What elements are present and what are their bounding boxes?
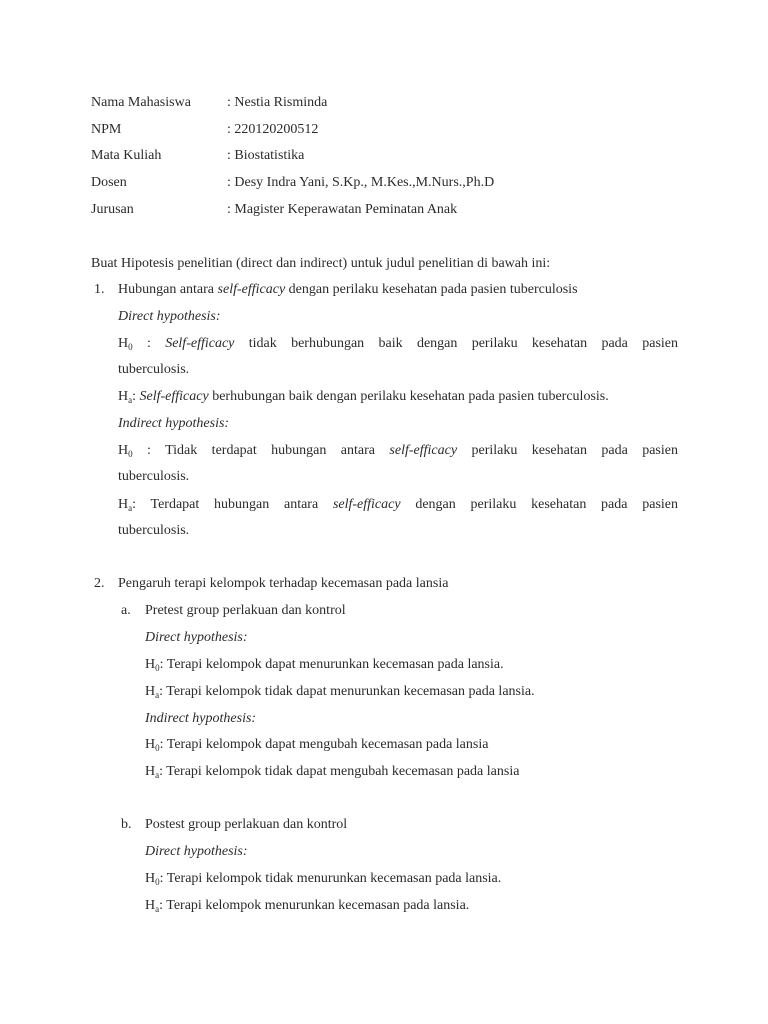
item-2b-direct-label: Direct hypothesis: (145, 844, 248, 859)
item-1-title: Hubungan antara self-efficacy dengan perilaku kesehatan pada pasien tuberculosis (118, 282, 578, 297)
item-2a-indirect-label: Indirect hypothesis: (145, 711, 257, 726)
instruction-text: Buat Hipotesis penelitian (direct dan indirect) untuk judul penelitian di bawah ini: (91, 256, 551, 271)
item-2a-direct-h0: $H_0$: Terapi kelompok dapat menurunkan kecemasan pada lansia. (145, 657, 504, 673)
item-1-indirect-ha: $H_a$: Terdapat hubungan antara self-efficacy dengan perilaku kesehatan pada pasien (118, 497, 679, 513)
field-label-nama: Nama Mahasiswa (91, 95, 191, 110)
field-label-dosen: Dosen (91, 175, 127, 190)
field-value-mata-kuliah: : Biostatistika (227, 148, 305, 163)
item-1-indirect-label: Indirect hypothesis: (118, 416, 230, 431)
item-2b-direct-h0: $H_0$: Terapi kelompok tidak menurunkan kecemasan pada lansia. (145, 871, 502, 887)
item-1-number: 1. (94, 282, 105, 297)
item-2a-letter: a. (121, 603, 131, 618)
item-1-direct-label: Direct hypothesis: (118, 309, 221, 324)
item-2b-title: Postest group perlakuan dan kontrol (145, 817, 348, 832)
item-2b-letter: b. (121, 817, 132, 832)
item-1-indirect-h0: $H_0$ : Tidak terdapat hubungan antara self-efficacy perilaku kesehatan pada pasien (118, 443, 678, 459)
item-1-indirect-h0-cont: tuberculosis. (118, 469, 190, 484)
item-2-title: Pengaruh terapi kelompok terhadap kecemasan pada lansia (118, 576, 449, 591)
item-1-direct-h0-cont: tuberculosis. (118, 362, 190, 377)
field-value-jurusan: : Magister Keperawatan Peminatan Anak (227, 202, 458, 217)
field-value-npm: : 220120200512 (227, 122, 319, 137)
item-1-direct-h0: $H_0$ : Self-efficacy tidak berhubungan baik dengan perilaku kesehatan pada pasien (118, 336, 678, 352)
item-2b-direct-ha: $H_a$: Terapi kelompok menurunkan kecemasan pada lansia. (145, 898, 470, 914)
field-label-mata-kuliah: Mata Kuliah (91, 148, 162, 163)
field-value-dosen: : Desy Indra Yani, S.Kp., M.Kes.,M.Nurs.,Ph.D (227, 175, 495, 190)
item-2a-direct-label: Direct hypothesis: (145, 630, 248, 645)
item-2a-indirect-ha: $H_a$: Terapi kelompok tidak dapat mengubah kecemasan pada lansia (145, 764, 520, 780)
field-label-jurusan: Jurusan (91, 202, 134, 217)
item-2a-indirect-h0: $H_0$: Terapi kelompok dapat mengubah kecemasan pada lansia (145, 737, 489, 753)
item-1-direct-ha: $H_a$: Self-efficacy berhubungan baik dengan perilaku kesehatan pada pasien tuberculosis. (118, 389, 609, 405)
item-2-number: 2. (94, 576, 105, 591)
field-value-nama: : Nestia Risminda (227, 95, 328, 110)
item-2a-title: Pretest group perlakuan dan kontrol (145, 603, 346, 618)
item-2a-direct-ha: $H_a$: Terapi kelompok tidak dapat menurunkan kecemasan pada lansia. (145, 684, 535, 700)
field-label-npm: NPM (91, 122, 122, 137)
item-1-indirect-ha-cont: tuberculosis. (118, 523, 190, 538)
